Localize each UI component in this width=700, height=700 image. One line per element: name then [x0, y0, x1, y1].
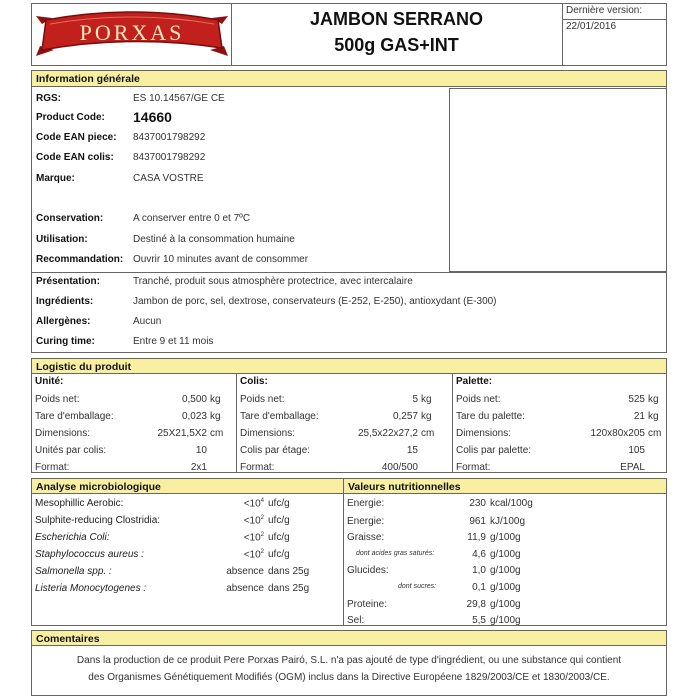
nutrition-value: 961	[469, 516, 486, 527]
logistic-palette-label: Poids net:	[456, 394, 501, 405]
logistic-colis-title: Colis:	[240, 376, 268, 387]
logistic-title: Logistic du produit	[31, 358, 667, 374]
micro-value-text: <10	[243, 498, 261, 510]
micro-value-text: <10	[243, 549, 261, 561]
general-label: Marque:	[36, 173, 75, 184]
general-label: Conservation:	[36, 213, 104, 224]
general-value: CASA VOSTRE	[133, 173, 204, 184]
logistic-palette-unit: kg	[648, 394, 659, 405]
general-label: Allergènes:	[36, 316, 91, 327]
nutrition-value: 0,1	[472, 582, 486, 593]
general-label: Code EAN colis:	[36, 152, 114, 163]
logistic-colis-label: Tare d'emballage:	[240, 411, 319, 422]
general-value: Ouvrir 10 minutes avant de consommer	[133, 254, 309, 265]
micro-label: Staphylococcus aureus :	[35, 549, 144, 560]
product-title-line1: JAMBON SERRANO	[309, 9, 483, 29]
nutrition-unit: kJ/100g	[490, 516, 526, 527]
logistic-palette-value: 120x80x205	[590, 428, 645, 439]
logistic-palette-value: EPAL	[620, 462, 645, 473]
general-value: Aucun	[133, 316, 162, 327]
nutrition-value: 1,0	[472, 565, 486, 576]
comments-line2: des Organismes Génétiquement Modifiés (OGM) inclus dans la Directive Européene 1829/2003/CE et 1830/2003/CE.	[88, 672, 610, 683]
micro-unit: ufc/g	[268, 515, 290, 526]
analysis-divider	[343, 494, 344, 626]
micro-value-text: <10	[243, 532, 261, 544]
micro-label: Escherichia Coli:	[35, 532, 110, 543]
general-value: 8437001798292	[133, 152, 206, 163]
logistic-palette-unit: kg	[648, 411, 659, 422]
logistic-palette-label: Tare du palette:	[456, 411, 525, 422]
micro-value	[180, 515, 264, 526]
logistic-palette-value: 105	[628, 445, 645, 456]
header-divider-right	[562, 3, 563, 66]
nutrition-unit: kcal/100g	[490, 498, 533, 509]
logistic-colis-value: 15	[406, 445, 418, 456]
logistic-colis-unit: kg	[421, 394, 432, 405]
general-value: A conserver entre 0 et 7ºC	[133, 213, 251, 224]
general-value: 8437001798292	[133, 132, 206, 143]
micro-unit: ufc/g	[268, 498, 290, 509]
product-title-line2: 500g GAS+INT	[334, 35, 459, 55]
general-label: Présentation:	[36, 276, 100, 287]
nutrition-value: 5,5	[472, 615, 486, 626]
micro-value-text: <10	[243, 515, 261, 527]
nutrition-label: Sel:	[347, 615, 365, 626]
logistic-unite-value: 2x1	[190, 462, 207, 473]
micro-value	[180, 566, 264, 577]
logistic-unite-value: 10	[195, 445, 207, 456]
logistic-colis-label: Format:	[240, 462, 275, 473]
micro-label: Mesophillic Aerobic:	[35, 498, 124, 509]
logistic-palette-label: Dimensions:	[456, 428, 512, 439]
micro-unit: dans 25g	[268, 583, 310, 594]
nutrition-label: Energie:	[347, 498, 385, 509]
nutrition-label: Glucides:	[347, 565, 389, 576]
general-label: Code EAN piece:	[36, 132, 117, 143]
logistic-colis-unit: kg	[421, 411, 432, 422]
logistic-unite-value: 25X21,5X2	[157, 428, 207, 439]
logistic-unite-unit: kg	[210, 411, 221, 422]
nutrition-sub-label: dont acides gras saturés:	[356, 550, 435, 557]
logistic-colis-unit: cm	[421, 428, 435, 439]
logistic-divider-2	[452, 374, 453, 473]
micro-unit: ufc/g	[268, 549, 290, 560]
micro-exponent: 2	[260, 532, 264, 538]
general-label: Recommandation:	[36, 254, 124, 265]
general-label: Ingrédients:	[36, 296, 94, 307]
nutrition-label: Graisse:	[347, 532, 385, 543]
general-label: Curing time:	[36, 336, 95, 347]
logistic-unite-value: 0,023	[181, 411, 207, 422]
logistic-divider-1	[236, 374, 237, 473]
version-label: Dernière version:	[566, 5, 643, 16]
presentation-divider	[31, 272, 667, 273]
micro-label: Listeria Monocytogenes :	[35, 583, 147, 594]
nutrition-unit: g/100g	[490, 599, 521, 610]
nutrition-unit: g/100g	[490, 549, 521, 560]
general-label: Product Code:	[36, 112, 105, 123]
micro-value	[180, 498, 264, 509]
logistic-palette-label: Format:	[456, 462, 491, 473]
micro-label: Sulphite-reducing Clostridia:	[35, 515, 161, 526]
nutrition-unit: g/100g	[490, 582, 521, 593]
logistic-colis-label: Dimensions:	[240, 428, 296, 439]
micro-label: Salmonella spp. :	[35, 566, 112, 577]
nutrition-unit: g/100g	[490, 532, 521, 543]
general-value: Tranché, produit sous atmosphère protectrice, avec intercalaire	[133, 276, 413, 287]
logistic-unite-label: Poids net:	[35, 394, 80, 405]
version-divider	[562, 19, 667, 20]
logistic-palette-value: 21	[633, 411, 645, 422]
micro-value	[180, 532, 264, 543]
general-value: ES 10.14567/GE CE	[133, 93, 225, 104]
comments-title: Comentaires	[31, 630, 667, 646]
logistic-unite-unit: cm	[210, 428, 224, 439]
general-value: Destiné à la consommation humaine	[133, 234, 295, 245]
nutrition-sub-label: dont sucres:	[398, 583, 437, 590]
logistic-unite-label: Dimensions:	[35, 428, 91, 439]
micro-value-text: absence	[226, 583, 264, 594]
nutrition-label: Proteine:	[347, 599, 388, 610]
general-label: Utilisation:	[36, 234, 88, 245]
nutrition-title: Valeurs nutritionnelles	[343, 478, 667, 494]
logistic-unite-value: 0,500	[181, 394, 207, 405]
logistic-unite-unit: kg	[210, 394, 221, 405]
nutrition-unit: g/100g	[490, 615, 521, 626]
micro-title: Analyse microbiologique	[31, 478, 344, 494]
version-date: 22/01/2016	[566, 21, 617, 32]
logistic-colis-value: 0,257	[392, 411, 418, 422]
logistic-colis-label: Colis par étage:	[240, 445, 311, 456]
micro-exponent: 2	[260, 515, 264, 521]
logistic-unite-label: Unités par colis:	[35, 445, 107, 456]
brand-text: PORXAS	[79, 20, 185, 45]
general-value: Jambon de porc, sel, dextrose, conservateurs (E-252, E-250), antioxydant (E-300)	[133, 296, 497, 307]
logistic-palette-title: Palette:	[456, 376, 493, 387]
micro-exponent: 4	[260, 498, 264, 504]
micro-value	[180, 583, 264, 594]
porxas-logo	[36, 6, 228, 62]
general-value: Entre 9 et 11 mois	[133, 336, 214, 347]
logistic-palette-label: Colis par palette:	[456, 445, 532, 456]
general-value: 14660	[133, 109, 172, 125]
comments-line1: Dans la production de ce produit Pere Porxas Pairó, S.L. n'a pas ajouté de type d'ingrédient, ou une substance qui contient	[76, 655, 622, 666]
general-info-title: Information générale	[31, 70, 667, 87]
micro-unit: ufc/g	[268, 532, 290, 543]
nutrition-value: 4,6	[472, 549, 486, 560]
nutrition-label: Energie:	[347, 516, 385, 527]
logistic-unite-title: Unité:	[35, 376, 64, 387]
micro-value	[180, 549, 264, 560]
logistic-colis-value: 25,5x22x27,2	[357, 428, 418, 439]
logistic-colis-label: Poids net:	[240, 394, 285, 405]
logistic-colis-value: 400/500	[381, 462, 418, 473]
logistic-palette-unit: cm	[648, 428, 662, 439]
logistic-unite-label: Tare d'emballage:	[35, 411, 114, 422]
general-label: RGS:	[36, 93, 61, 104]
logistic-colis-value: 5	[412, 394, 418, 405]
nutrition-value: 29,8	[466, 599, 486, 610]
micro-value-text: absence	[226, 566, 264, 577]
nutrition-value: 11,9	[467, 532, 486, 543]
logistic-palette-value: 525	[628, 394, 645, 405]
micro-exponent: 2	[260, 549, 264, 555]
nutrition-value: 230	[469, 498, 486, 509]
micro-unit: dans 25g	[268, 566, 310, 577]
logistic-unite-label: Format:	[35, 462, 70, 473]
product-image-placeholder	[449, 88, 667, 272]
nutrition-unit: g/100g	[490, 565, 521, 576]
